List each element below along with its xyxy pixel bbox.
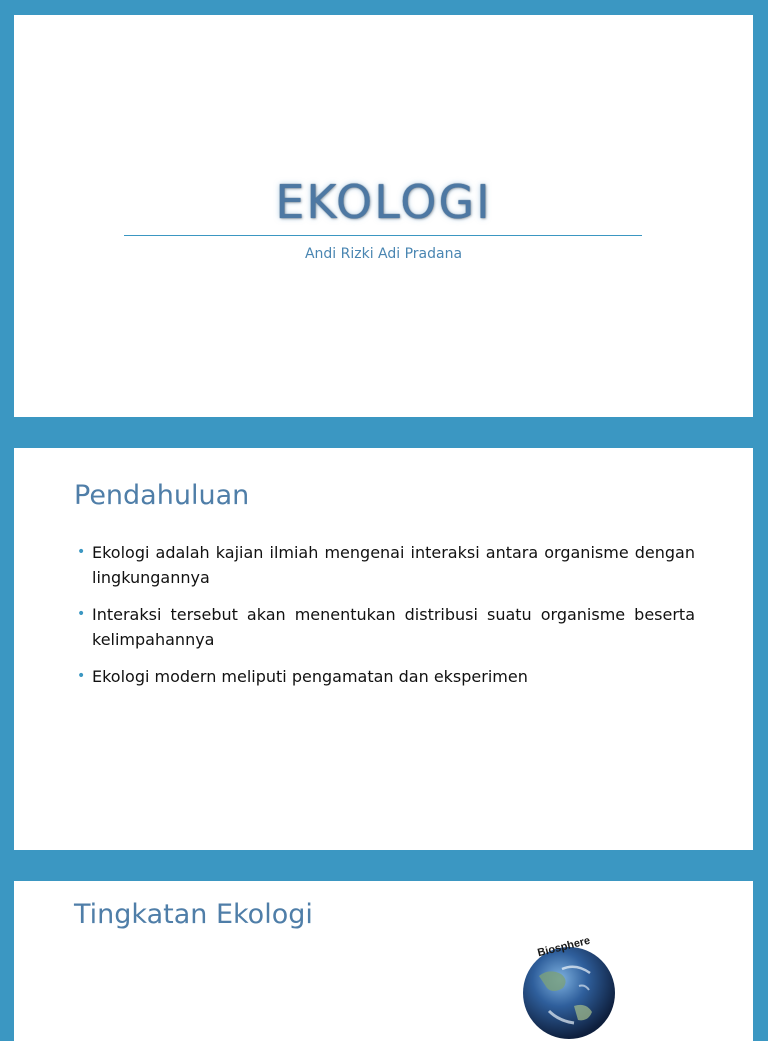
biosphere-globe-icon xyxy=(334,931,634,1041)
slide-heading: Tingkatan Ekologi xyxy=(74,899,313,930)
biosphere-label: Biosphere xyxy=(536,934,592,960)
slide-heading: Pendahuluan xyxy=(74,480,250,511)
biosphere-illustration xyxy=(334,931,634,1041)
title-slide xyxy=(14,15,753,417)
bullet-text: Ekologi modern meliputi pengamatan dan eksperimen xyxy=(92,667,528,686)
bullet-text: Interaksi tersebut akan menentukan distribusi suatu organisme beserta kelimpahannya xyxy=(92,605,695,649)
pendahuluan-slide xyxy=(14,448,753,850)
bullet-item xyxy=(74,540,695,590)
slide-title: EKOLOGI xyxy=(275,175,492,229)
slide-subtitle-author: Andi Rizki Adi Pradana xyxy=(304,246,463,262)
bullet-item xyxy=(74,664,695,689)
bullet-text: Ekologi adalah kajian ilmiah mengenai interaksi antara organisme dengan lingkungannya xyxy=(92,543,695,587)
title-divider xyxy=(124,235,642,236)
bullet-item xyxy=(74,602,695,652)
bullet-dot-icon: • xyxy=(77,544,86,560)
bullet-dot-icon: • xyxy=(77,668,86,684)
tingkatan-ekologi-slide xyxy=(14,881,753,1041)
bullet-list xyxy=(74,540,695,701)
bullet-dot-icon: • xyxy=(77,606,86,622)
